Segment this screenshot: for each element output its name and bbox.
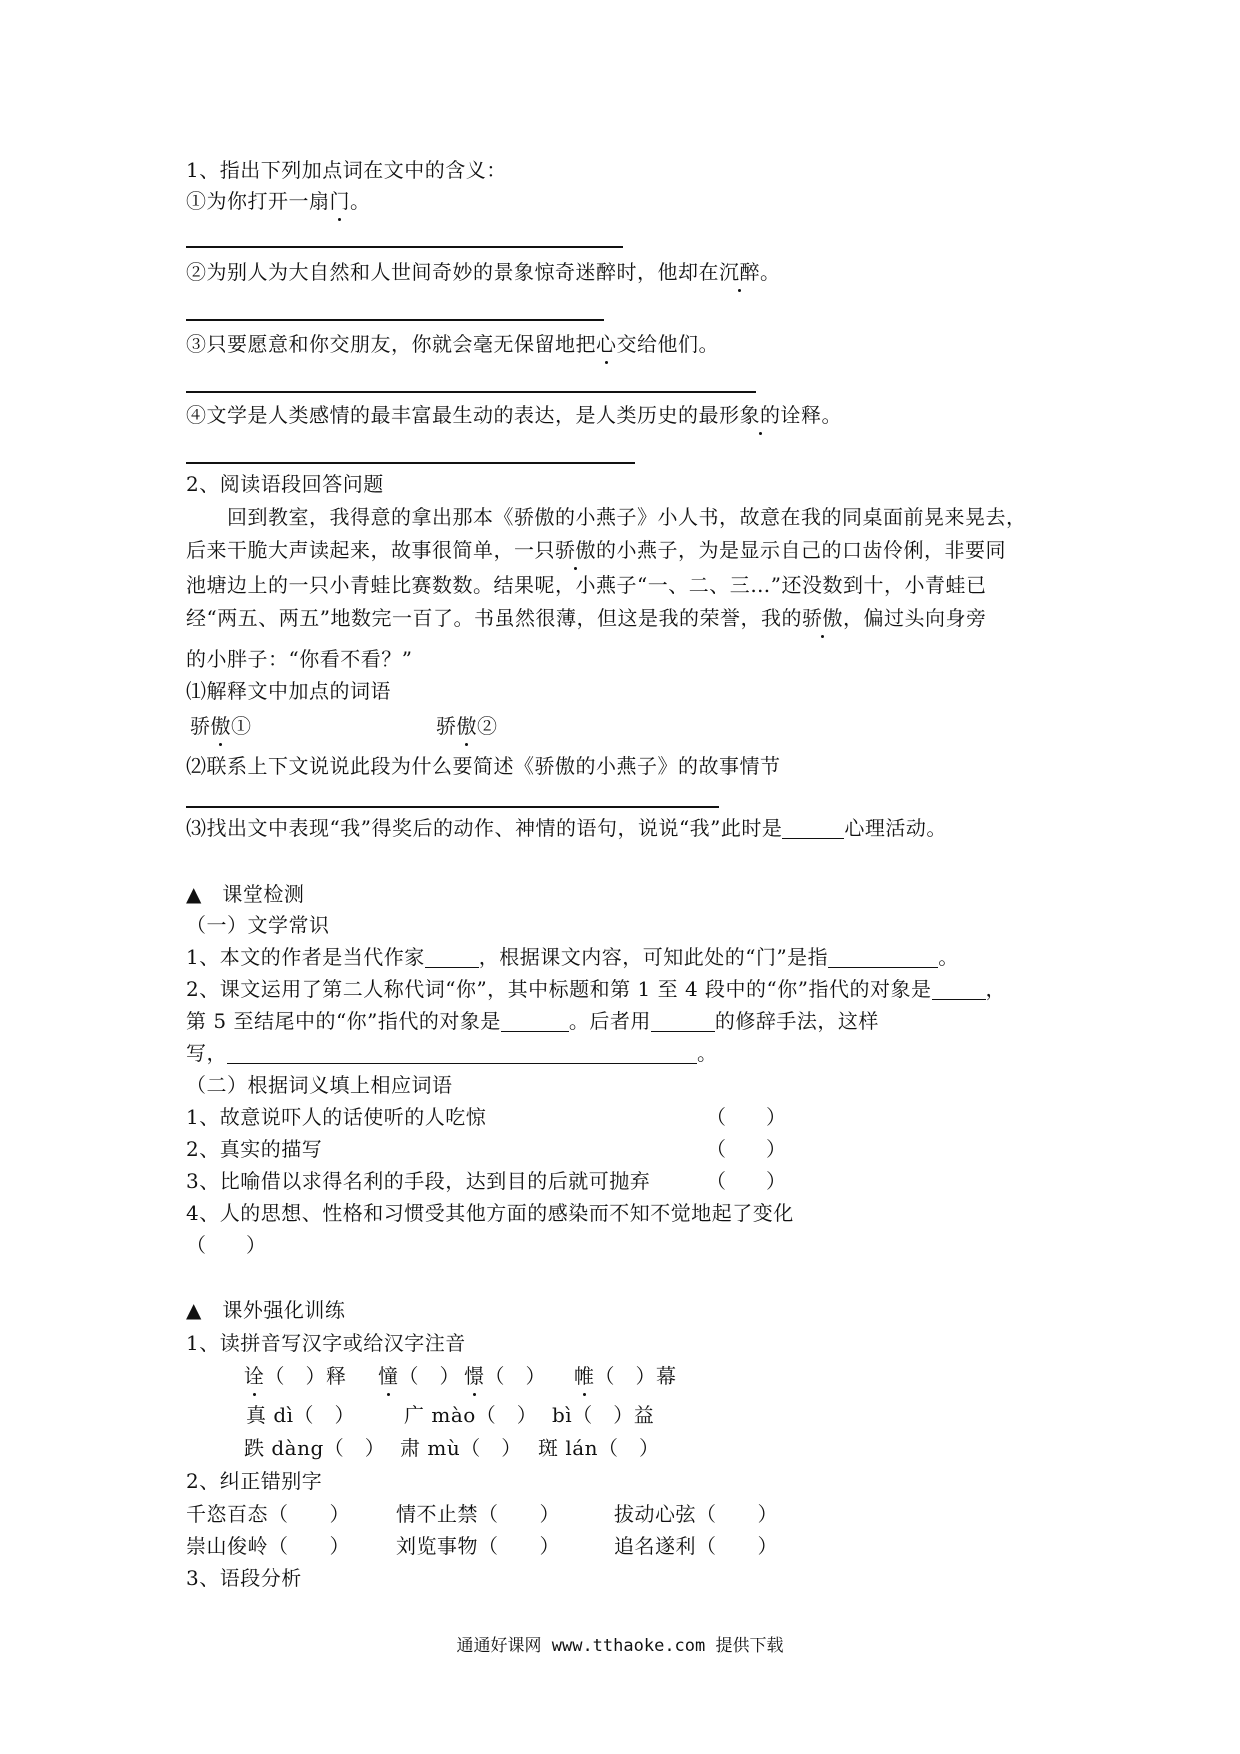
classroom-line-1: 1、本文的作者是当代作家 ，根据课文内容，可知此处的“门”是指 。: [186, 945, 959, 969]
pinyin-row-2-item-2: 广 mào（ ）: [404, 1403, 538, 1427]
q1-item-1: ①为你打开一扇门。: [186, 189, 371, 213]
pinyin-row-3-item-3: 斑 lán（ ）: [538, 1436, 660, 1460]
definition-4: 4、人的思想、性格和习惯受其他方面的感染而不知不觉地起了变化: [186, 1201, 794, 1225]
typo-1-2: 情不止禁（ ）: [396, 1502, 560, 1526]
blank-you-2[interactable]: [501, 1011, 569, 1032]
q2-title: 2、阅读语段回答问题: [186, 472, 384, 496]
answer-line-2: [186, 319, 604, 321]
classroom-line-4: 写， 。: [186, 1041, 718, 1065]
pinyin-row-3-item-1: 跌 dàng（ ）: [244, 1436, 386, 1460]
blank-you-1[interactable]: [932, 979, 986, 1000]
passage-line-4: 经“两五、两五”地数完一百了。书虽然很薄，但这是我的荣誉，我的骄傲，偏过头向身旁: [186, 606, 987, 630]
q1-title: 1、指出下列加点词在文中的含义：: [186, 158, 507, 182]
answer-line-1: [186, 246, 623, 248]
typo-1-3: 拔动心弦（ ）: [614, 1502, 778, 1526]
q1-item-3: ③只要愿意和你交朋友，你就会毫无保留地把心交给他们。: [186, 332, 719, 356]
answer-paren-2[interactable]: （ ）: [706, 1137, 786, 1161]
passage-line-2: 后来干脆大声读起来，故事很简单，一只骄傲的小燕子，为是显示自己的口齿伶俐，非要同: [186, 538, 1006, 562]
passage-line-3: 池塘边上的一只小青蛙比赛数数。结果呢，小燕子“一、二、三…”还没数到十，小青蛙已: [186, 573, 987, 597]
pinyin-row-1-item-1: 诠（ ）释: [244, 1364, 347, 1388]
extra-q1: 1、读拼音写汉字或给汉字注音: [186, 1331, 466, 1355]
blank-reason[interactable]: [227, 1043, 697, 1064]
page-footer: 通通好课网 www.tthaoke.com 提供下载: [456, 1636, 784, 1656]
definition-1: 1、故意说吓人的话使听的人吃惊: [186, 1105, 487, 1129]
classroom-sub2: （二）根据词义填上相应词语: [186, 1073, 453, 1097]
q1-item-4: ④文学是人类感情的最丰富最生动的表达，是人类历史的最形象的诠释。: [186, 403, 842, 427]
classroom-line-3: 第 5 至结尾中的“你”指代的对象是 。后者用 的修辞手法，这样: [186, 1009, 879, 1033]
classroom-heading: ▲ 课堂检测: [186, 882, 305, 906]
typo-2-3: 追名遂利（ ）: [614, 1534, 778, 1558]
typo-1-1: 千恣百态（ ）: [186, 1502, 350, 1526]
classroom-sub1: （一）文学常识: [186, 913, 330, 937]
pinyin-row-1-item-2: 憧（ ）: [378, 1364, 460, 1388]
pinyin-row-1-item-4: 帷（ ）幕: [574, 1364, 677, 1388]
pinyin-row-3-item-2: 肃 mù（ ）: [400, 1436, 522, 1460]
answer-line-5: [186, 806, 719, 808]
blank-author[interactable]: [425, 947, 479, 968]
typo-2-1: 崇山俊岭（ ）: [186, 1534, 350, 1558]
q2-sub2: ⑵联系上下文说说此段为什么要简述《骄傲的小燕子》的故事情节: [186, 754, 781, 778]
answer-paren-3[interactable]: （ ）: [706, 1169, 786, 1193]
passage-line-1: 回到教室，我得意的拿出那本《骄傲的小燕子》小人书，故意在我的同桌面前晃来晃去，: [186, 505, 1027, 529]
q2-sub1-b: 骄傲②: [436, 714, 498, 738]
definition-3: 3、比喻借以求得名利的手段，达到目的后就可抛弃: [186, 1169, 651, 1193]
pinyin-row-2-item-1: 真 dì（ ）: [246, 1403, 356, 1427]
pinyin-row-1-item-3: 憬（ ）: [464, 1364, 546, 1388]
q2-sub1-a: 骄傲①: [190, 714, 252, 738]
definition-2: 2、真实的描写: [186, 1137, 323, 1161]
typo-2-2: 刘览事物（ ）: [396, 1534, 560, 1558]
blank-q3[interactable]: [782, 818, 844, 839]
answer-paren-4[interactable]: （ ）: [186, 1233, 266, 1257]
q2-sub3: ⑶找出文中表现“我”得奖后的动作、神情的语句，说说“我”此时是 心理活动。: [186, 816, 947, 840]
extra-heading: ▲ 课外强化训练: [186, 1298, 346, 1322]
extra-q2: 2、纠正错别字: [186, 1469, 323, 1493]
extra-q3: 3、语段分析: [186, 1566, 302, 1590]
answer-paren-1[interactable]: （ ）: [706, 1105, 786, 1129]
pinyin-row-2-item-3: bì（ ）益: [552, 1403, 655, 1427]
classroom-line-2: 2、课文运用了第二人称代词“你”，其中标题和第 1 至 4 段中的“你”指代的对象是 ，: [186, 977, 1007, 1001]
blank-door[interactable]: [828, 947, 938, 968]
q2-sub1: ⑴解释文中加点的词语: [186, 679, 391, 703]
q1-item-2: ②为别人为大自然和人世间奇妙的景象惊奇迷醉时，他却在沉醉。: [186, 260, 781, 284]
passage-line-5: 的小胖子：“你看不看？”: [186, 647, 413, 671]
answer-line-4: [186, 462, 635, 464]
answer-line-3: [186, 391, 756, 393]
blank-rhetoric[interactable]: [651, 1011, 715, 1032]
